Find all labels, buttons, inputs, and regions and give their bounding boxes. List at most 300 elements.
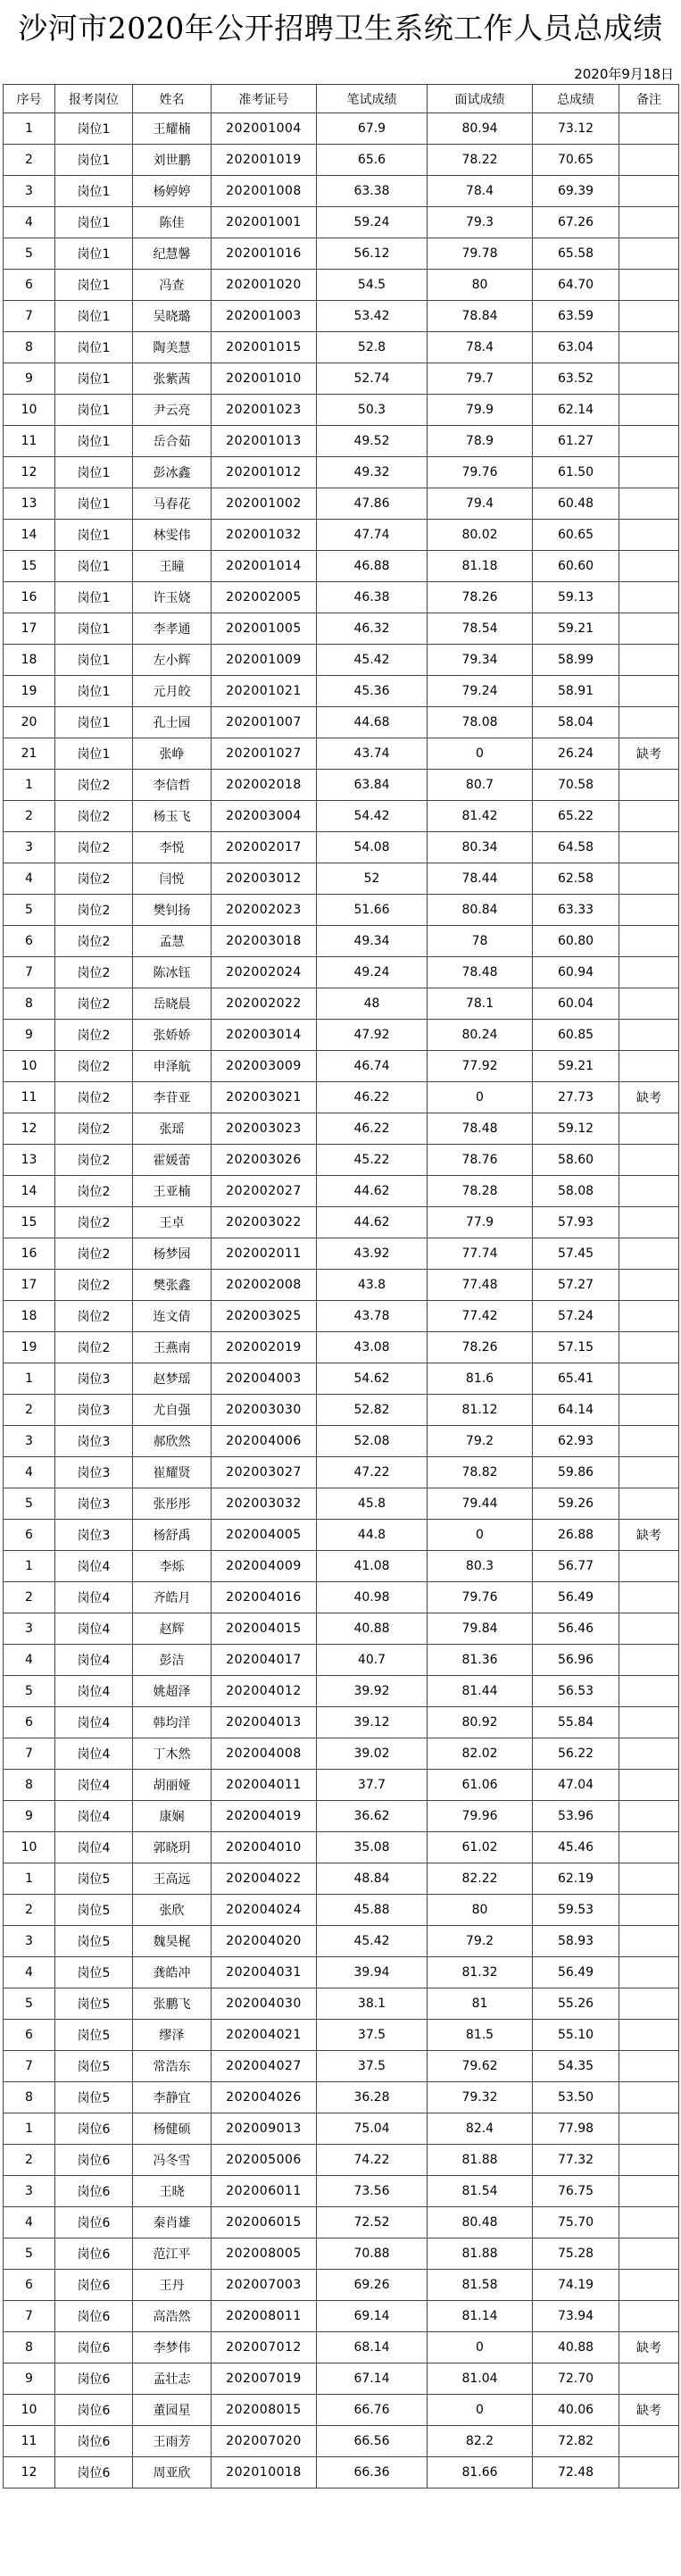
total-score-cell: 59.86: [533, 1457, 619, 1488]
written-score-cell: 52.08: [317, 1426, 428, 1457]
exam-id-cell: 202004020: [212, 1926, 317, 1957]
seq-cell: 6: [4, 270, 55, 301]
name-cell: 陈佳: [133, 207, 212, 238]
interview-score-cell: 80.3: [428, 1551, 533, 1582]
name-cell: 张鹏飞: [133, 1988, 212, 2020]
position-cell: 岗位3: [55, 1488, 133, 1520]
table-row: [4, 1363, 679, 1395]
total-score-cell: 72.48: [533, 2457, 619, 2488]
table-row: [4, 2457, 679, 2488]
exam-id-cell: 202003030: [212, 1395, 317, 1426]
total-score-cell: 58.08: [533, 1176, 619, 1207]
name-cell: 魏昊梶: [133, 1926, 212, 1957]
written-score-cell: 39.94: [317, 1957, 428, 1988]
table-row: [4, 2238, 679, 2270]
remark-cell: [619, 707, 679, 738]
name-cell: 赵梦瑶: [133, 1363, 212, 1395]
seq-cell: 1: [4, 113, 55, 145]
total-score-cell: 59.13: [533, 582, 619, 613]
total-score-cell: 57.27: [533, 1270, 619, 1301]
total-score-cell: 63.52: [533, 363, 619, 395]
interview-score-cell: 81.5: [428, 2020, 533, 2051]
total-score-cell: 74.19: [533, 2270, 619, 2301]
total-score-cell: 63.59: [533, 301, 619, 332]
name-cell: 尤自强: [133, 1395, 212, 1426]
total-score-cell: 58.93: [533, 1926, 619, 1957]
total-score-cell: 60.85: [533, 1020, 619, 1051]
written-score-cell: 52.74: [317, 363, 428, 395]
position-cell: 岗位4: [55, 1676, 133, 1707]
interview-score-cell: 78.4: [428, 332, 533, 363]
position-cell: 岗位1: [55, 707, 133, 738]
exam-id-cell: 202001015: [212, 332, 317, 363]
seq-cell: 9: [4, 363, 55, 395]
remark-cell: [619, 926, 679, 957]
seq-cell: 13: [4, 1145, 55, 1176]
exam-id-cell: 202004003: [212, 1363, 317, 1395]
remark-cell: [619, 551, 679, 582]
written-score-cell: 43.08: [317, 1332, 428, 1363]
written-score-cell: 68.14: [317, 2332, 428, 2363]
name-cell: 元月皎: [133, 676, 212, 707]
interview-score-cell: 78.1: [428, 988, 533, 1020]
position-cell: 岗位2: [55, 1176, 133, 1207]
written-score-cell: 70.88: [317, 2238, 428, 2270]
position-cell: 岗位1: [55, 613, 133, 645]
interview-score-cell: 80.94: [428, 113, 533, 145]
exam-id-cell: 202002023: [212, 895, 317, 926]
remark-cell: [619, 301, 679, 332]
remark-cell: [619, 1363, 679, 1395]
written-score-cell: 47.86: [317, 488, 428, 520]
written-score-cell: 36.28: [317, 2082, 428, 2113]
exam-id-cell: 202002022: [212, 988, 317, 1020]
name-cell: 郭晓玥: [133, 1832, 212, 1863]
table-row: [4, 2020, 679, 2051]
exam-id-cell: 202002008: [212, 1270, 317, 1301]
remark-cell: [619, 645, 679, 676]
seq-cell: 9: [4, 2363, 55, 2395]
table-row: [4, 1113, 679, 1145]
remark-cell: [619, 1113, 679, 1145]
written-score-cell: 35.08: [317, 1832, 428, 1863]
exam-id-cell: 202002024: [212, 957, 317, 988]
interview-score-cell: 78.26: [428, 1332, 533, 1363]
table-row: [4, 488, 679, 520]
total-score-cell: 57.15: [533, 1332, 619, 1363]
total-score-cell: 67.26: [533, 207, 619, 238]
interview-score-cell: 81: [428, 1988, 533, 2020]
remark-cell: [619, 2051, 679, 2082]
position-cell: 岗位1: [55, 645, 133, 676]
header-total-score: 总成绩: [533, 85, 619, 113]
remark-cell: [619, 1832, 679, 1863]
remark-cell: [619, 957, 679, 988]
position-cell: 岗位4: [55, 1645, 133, 1676]
position-cell: 岗位4: [55, 1582, 133, 1613]
name-cell: 连文倩: [133, 1301, 212, 1332]
seq-cell: 14: [4, 520, 55, 551]
total-score-cell: 58.91: [533, 676, 619, 707]
name-cell: 岳晓晨: [133, 988, 212, 1020]
name-cell: 王卓: [133, 1207, 212, 1238]
table-row: [4, 613, 679, 645]
remark-cell: 缺考: [619, 2332, 679, 2363]
remark-cell: [619, 2363, 679, 2395]
interview-score-cell: 78.9: [428, 426, 533, 457]
table-row: [4, 1270, 679, 1301]
written-score-cell: 46.74: [317, 1051, 428, 1082]
name-cell: 缪泽: [133, 2020, 212, 2051]
exam-id-cell: 202001016: [212, 238, 317, 270]
remark-cell: [619, 2176, 679, 2207]
written-score-cell: 66.56: [317, 2426, 428, 2457]
interview-score-cell: 80: [428, 270, 533, 301]
name-cell: 康娴: [133, 1801, 212, 1832]
table-row: [4, 926, 679, 957]
written-score-cell: 54.08: [317, 832, 428, 863]
seq-cell: 3: [4, 2176, 55, 2207]
table-row: [4, 645, 679, 676]
name-cell: 左小辉: [133, 645, 212, 676]
interview-score-cell: 78.84: [428, 301, 533, 332]
remark-cell: [619, 457, 679, 488]
table-row: [4, 832, 679, 863]
interview-score-cell: 78.48: [428, 1113, 533, 1145]
interview-score-cell: 77.48: [428, 1270, 533, 1301]
written-score-cell: 45.8: [317, 1488, 428, 1520]
remark-cell: [619, 426, 679, 457]
header-remark: 备注: [619, 85, 679, 113]
total-score-cell: 69.39: [533, 176, 619, 207]
position-cell: 岗位5: [55, 1863, 133, 1895]
remark-cell: [619, 1301, 679, 1332]
seq-cell: 4: [4, 1957, 55, 1988]
written-score-cell: 43.74: [317, 738, 428, 770]
total-score-cell: 60.65: [533, 520, 619, 551]
exam-id-cell: 202001010: [212, 363, 317, 395]
table-row: [4, 1707, 679, 1738]
remark-cell: [619, 113, 679, 145]
table-row: [4, 2426, 679, 2457]
total-score-cell: 56.53: [533, 1676, 619, 1707]
name-cell: 闫悦: [133, 863, 212, 895]
remark-cell: [619, 1488, 679, 1520]
total-score-cell: 61.27: [533, 426, 619, 457]
table-row: [4, 457, 679, 488]
seq-cell: 3: [4, 1613, 55, 1645]
seq-cell: 18: [4, 645, 55, 676]
position-cell: 岗位6: [55, 2176, 133, 2207]
name-cell: 彭洁: [133, 1645, 212, 1676]
name-cell: 孟慧: [133, 926, 212, 957]
interview-score-cell: 81.18: [428, 551, 533, 582]
table-row: [4, 207, 679, 238]
written-score-cell: 75.04: [317, 2113, 428, 2145]
name-cell: 孟壮志: [133, 2363, 212, 2395]
written-score-cell: 44.62: [317, 1207, 428, 1238]
written-score-cell: 56.12: [317, 238, 428, 270]
position-cell: 岗位2: [55, 1270, 133, 1301]
interview-score-cell: 79.76: [428, 1582, 533, 1613]
table-row: [4, 1801, 679, 1832]
position-cell: 岗位1: [55, 363, 133, 395]
position-cell: 岗位1: [55, 301, 133, 332]
remark-cell: [619, 1270, 679, 1301]
remark-cell: [619, 676, 679, 707]
table-row: [4, 1863, 679, 1895]
table-row: [4, 2270, 679, 2301]
remark-cell: [619, 582, 679, 613]
interview-score-cell: 80.48: [428, 2207, 533, 2238]
total-score-cell: 55.10: [533, 2020, 619, 2051]
interview-score-cell: 80.34: [428, 832, 533, 863]
exam-id-cell: 202007012: [212, 2332, 317, 2363]
position-cell: 岗位1: [55, 457, 133, 488]
header-interview-score: 面试成绩: [428, 85, 533, 113]
remark-cell: [619, 1457, 679, 1488]
position-cell: 岗位1: [55, 270, 133, 301]
written-score-cell: 52: [317, 863, 428, 895]
position-cell: 岗位5: [55, 1988, 133, 2020]
interview-score-cell: 0: [428, 1082, 533, 1113]
table-row: [4, 426, 679, 457]
total-score-cell: 27.73: [533, 1082, 619, 1113]
total-score-cell: 59.21: [533, 1051, 619, 1082]
total-score-cell: 60.80: [533, 926, 619, 957]
seq-cell: 5: [4, 1488, 55, 1520]
total-score-cell: 58.60: [533, 1145, 619, 1176]
table-row: [4, 707, 679, 738]
exam-id-cell: 202004015: [212, 1613, 317, 1645]
position-cell: 岗位2: [55, 926, 133, 957]
position-cell: 岗位6: [55, 2238, 133, 2270]
position-cell: 岗位1: [55, 488, 133, 520]
table-row: [4, 1488, 679, 1520]
total-score-cell: 72.70: [533, 2363, 619, 2395]
seq-cell: 2: [4, 145, 55, 176]
exam-id-cell: 202001009: [212, 645, 317, 676]
written-score-cell: 48: [317, 988, 428, 1020]
interview-score-cell: 79.44: [428, 1488, 533, 1520]
written-score-cell: 47.22: [317, 1457, 428, 1488]
remark-cell: [619, 1207, 679, 1238]
remark-cell: 缺考: [619, 1082, 679, 1113]
table-row: [4, 176, 679, 207]
written-score-cell: 52.8: [317, 332, 428, 363]
seq-cell: 21: [4, 738, 55, 770]
position-cell: 岗位2: [55, 1145, 133, 1176]
written-score-cell: 45.88: [317, 1895, 428, 1926]
interview-score-cell: 79.7: [428, 363, 533, 395]
total-score-cell: 65.58: [533, 238, 619, 270]
name-cell: 孔士园: [133, 707, 212, 738]
position-cell: 岗位5: [55, 2082, 133, 2113]
position-cell: 岗位1: [55, 332, 133, 363]
written-score-cell: 45.36: [317, 676, 428, 707]
table-row: [4, 2363, 679, 2395]
seq-cell: 12: [4, 1113, 55, 1145]
position-cell: 岗位2: [55, 1082, 133, 1113]
interview-score-cell: 81.6: [428, 1363, 533, 1395]
total-score-cell: 64.58: [533, 832, 619, 863]
position-cell: 岗位6: [55, 2113, 133, 2145]
table-row: [4, 957, 679, 988]
interview-score-cell: 81.88: [428, 2145, 533, 2176]
exam-id-cell: 202003021: [212, 1082, 317, 1113]
written-score-cell: 49.34: [317, 926, 428, 957]
exam-id-cell: 202004022: [212, 1863, 317, 1895]
total-score-cell: 55.84: [533, 1707, 619, 1738]
remark-cell: [619, 1238, 679, 1270]
table-row: [4, 2113, 679, 2145]
seq-cell: 11: [4, 426, 55, 457]
interview-score-cell: 79.34: [428, 645, 533, 676]
exam-id-cell: 202007003: [212, 2270, 317, 2301]
interview-score-cell: 81.66: [428, 2457, 533, 2488]
remark-cell: [619, 2113, 679, 2145]
seq-cell: 2: [4, 801, 55, 832]
position-cell: 岗位2: [55, 1238, 133, 1270]
position-cell: 岗位2: [55, 832, 133, 863]
exam-id-cell: 202004021: [212, 2020, 317, 2051]
total-score-cell: 56.96: [533, 1645, 619, 1676]
written-score-cell: 53.42: [317, 301, 428, 332]
written-score-cell: 46.22: [317, 1082, 428, 1113]
table-row: [4, 1676, 679, 1707]
exam-id-cell: 202004005: [212, 1520, 317, 1551]
remark-cell: [619, 1770, 679, 1801]
written-score-cell: 49.52: [317, 426, 428, 457]
seq-cell: 11: [4, 2426, 55, 2457]
total-score-cell: 57.24: [533, 1301, 619, 1332]
position-cell: 岗位5: [55, 2051, 133, 2082]
name-cell: 杨玉飞: [133, 801, 212, 832]
exam-id-cell: 202002005: [212, 582, 317, 613]
position-cell: 岗位5: [55, 1895, 133, 1926]
total-score-cell: 53.50: [533, 2082, 619, 2113]
table-row: [4, 1426, 679, 1457]
table-row: [4, 145, 679, 176]
exam-id-cell: 202006015: [212, 2207, 317, 2238]
written-score-cell: 59.24: [317, 207, 428, 238]
name-cell: 樊钊扬: [133, 895, 212, 926]
exam-id-cell: 202008005: [212, 2238, 317, 2270]
table-row: [4, 895, 679, 926]
seq-cell: 7: [4, 301, 55, 332]
interview-score-cell: 81.54: [428, 2176, 533, 2207]
table-row: [4, 863, 679, 895]
name-cell: 杨婷婷: [133, 176, 212, 207]
page-title: 沙河市2020年公开招聘卫生系统工作人员总成绩: [18, 10, 663, 46]
header-exam-id: 准考证号: [212, 85, 317, 113]
exam-id-cell: 202004006: [212, 1426, 317, 1457]
table-row: [4, 1895, 679, 1926]
name-cell: 王高远: [133, 1863, 212, 1895]
written-score-cell: 45.22: [317, 1145, 428, 1176]
remark-cell: [619, 1738, 679, 1770]
exam-id-cell: 202003014: [212, 1020, 317, 1051]
table-row: [4, 551, 679, 582]
remark-cell: [619, 1426, 679, 1457]
interview-score-cell: 78.76: [428, 1145, 533, 1176]
written-score-cell: 44.68: [317, 707, 428, 738]
written-score-cell: 37.5: [317, 2051, 428, 2082]
position-cell: 岗位1: [55, 395, 133, 426]
table-row: [4, 1207, 679, 1238]
remark-cell: [619, 2082, 679, 2113]
position-cell: 岗位1: [55, 582, 133, 613]
seq-cell: 2: [4, 1895, 55, 1926]
remark-cell: [619, 488, 679, 520]
table-row: [4, 520, 679, 551]
name-cell: 陈冰钰: [133, 957, 212, 988]
seq-cell: 8: [4, 988, 55, 1020]
written-score-cell: 37.7: [317, 1770, 428, 1801]
interview-score-cell: 0: [428, 2395, 533, 2426]
interview-score-cell: 78.28: [428, 1176, 533, 1207]
position-cell: 岗位6: [55, 2301, 133, 2332]
total-score-cell: 60.94: [533, 957, 619, 988]
remark-cell: [619, 176, 679, 207]
exam-id-cell: 202004027: [212, 2051, 317, 2082]
exam-id-cell: 202004008: [212, 1738, 317, 1770]
interview-score-cell: 79.3: [428, 207, 533, 238]
seq-cell: 1: [4, 1551, 55, 1582]
exam-id-cell: 202004024: [212, 1895, 317, 1926]
position-cell: 岗位2: [55, 801, 133, 832]
table-row: [4, 2051, 679, 2082]
total-score-cell: 57.45: [533, 1238, 619, 1270]
position-cell: 岗位4: [55, 1707, 133, 1738]
name-cell: 李烁: [133, 1551, 212, 1582]
name-cell: 李静宜: [133, 2082, 212, 2113]
seq-cell: 7: [4, 1738, 55, 1770]
written-score-cell: 39.12: [317, 1707, 428, 1738]
total-score-cell: 47.04: [533, 1770, 619, 1801]
table-row: [4, 1176, 679, 1207]
seq-cell: 10: [4, 395, 55, 426]
table-row: [4, 395, 679, 426]
written-score-cell: 66.76: [317, 2395, 428, 2426]
seq-cell: 15: [4, 551, 55, 582]
remark-cell: [619, 1676, 679, 1707]
name-cell: 龚皓冲: [133, 1957, 212, 1988]
seq-cell: 1: [4, 1363, 55, 1395]
interview-score-cell: 81.14: [428, 2301, 533, 2332]
position-cell: 岗位6: [55, 2457, 133, 2488]
seq-cell: 7: [4, 957, 55, 988]
interview-score-cell: 82.4: [428, 2113, 533, 2145]
position-cell: 岗位2: [55, 988, 133, 1020]
interview-score-cell: 80.7: [428, 770, 533, 801]
seq-cell: 4: [4, 1645, 55, 1676]
table-row: [4, 1457, 679, 1488]
name-cell: 张紫茜: [133, 363, 212, 395]
seq-cell: 10: [4, 1051, 55, 1082]
seq-cell: 4: [4, 1457, 55, 1488]
position-cell: 岗位2: [55, 863, 133, 895]
exam-id-cell: 202004026: [212, 2082, 317, 2113]
exam-id-cell: 202001021: [212, 676, 317, 707]
exam-id-cell: 202001003: [212, 301, 317, 332]
seq-cell: 1: [4, 2113, 55, 2145]
written-score-cell: 45.42: [317, 1926, 428, 1957]
total-score-cell: 58.04: [533, 707, 619, 738]
seq-cell: 3: [4, 1926, 55, 1957]
exam-id-cell: 202003004: [212, 801, 317, 832]
remark-cell: [619, 1645, 679, 1676]
